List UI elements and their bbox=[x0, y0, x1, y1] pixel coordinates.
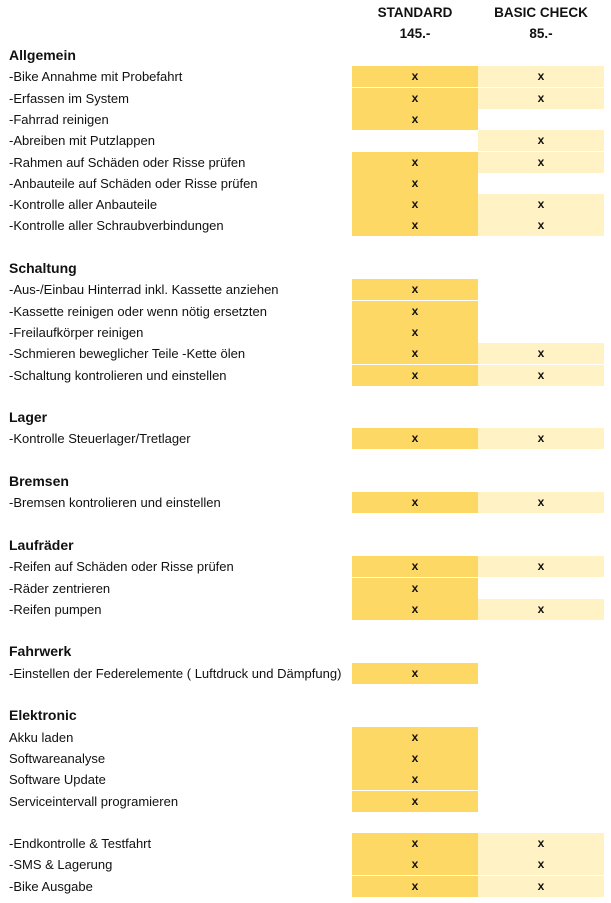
basic-check-cell: x bbox=[478, 876, 604, 897]
section-header bbox=[0, 641, 611, 662]
section-header bbox=[0, 471, 611, 492]
service-label: -Kontrolle aller Schraubverbindungen bbox=[9, 218, 224, 234]
basic-check-cell: x bbox=[478, 365, 604, 386]
section-header bbox=[0, 535, 611, 556]
service-label: -Schmieren beweglicher Teile -Kette ölen bbox=[9, 346, 246, 362]
standard-check-cell: x bbox=[352, 833, 478, 854]
service-label: -Reifen auf Schäden oder Risse prüfen bbox=[9, 559, 234, 575]
service-label: -Rahmen auf Schäden oder Risse prüfen bbox=[9, 154, 246, 170]
service-label: -Freilaufkörper reinigen bbox=[9, 324, 144, 340]
table-row bbox=[0, 833, 611, 854]
table-row bbox=[0, 556, 611, 577]
standard-check-cell: x bbox=[352, 492, 478, 513]
service-label: Software Update bbox=[9, 772, 106, 788]
basic-check-cell: x bbox=[478, 130, 604, 151]
service-label: Softwareanalyse bbox=[9, 750, 106, 766]
plan-basic-name: BASIC CHECK bbox=[494, 5, 588, 20]
table-row bbox=[0, 215, 611, 236]
standard-check-cell: x bbox=[352, 854, 478, 875]
section-title: Elektronic bbox=[9, 707, 77, 724]
service-label: -Anbauteile auf Schäden oder Risse prüfen bbox=[9, 175, 258, 191]
table-row bbox=[0, 279, 611, 300]
service-label: -Erfassen im System bbox=[9, 90, 129, 106]
table-row bbox=[0, 194, 611, 215]
table-row bbox=[0, 791, 611, 812]
standard-check-cell: x bbox=[352, 769, 478, 790]
table-row bbox=[0, 109, 611, 130]
standard-check-cell: x bbox=[352, 88, 478, 109]
table-row bbox=[0, 578, 611, 599]
section-title: Laufräder bbox=[9, 536, 74, 553]
basic-check-cell: x bbox=[478, 215, 604, 236]
standard-check-cell: x bbox=[352, 727, 478, 748]
service-label: -Bremsen kontrolieren und einstellen bbox=[9, 495, 221, 511]
basic-check-cell: x bbox=[478, 152, 604, 173]
table-row bbox=[0, 492, 611, 513]
standard-check-cell: x bbox=[352, 279, 478, 300]
section-title: Lager bbox=[9, 409, 48, 426]
standard-check-cell: x bbox=[352, 791, 478, 812]
table-row bbox=[0, 727, 611, 748]
plan-basic-price: 85.- bbox=[529, 26, 553, 41]
table-row bbox=[0, 322, 611, 343]
section-title: Allgemein bbox=[9, 47, 76, 63]
table-row bbox=[0, 173, 611, 194]
service-label: -SMS & Lagerung bbox=[9, 857, 113, 873]
standard-check-cell: x bbox=[352, 322, 478, 343]
service-label: -Reifen pumpen bbox=[9, 601, 102, 617]
section-header bbox=[0, 258, 611, 279]
service-label: -Einstellen der Federelemente ( Luftdruck und Dämpfung) bbox=[9, 665, 342, 681]
service-label: -Schaltung kontrolieren und einstellen bbox=[9, 367, 227, 383]
section-header bbox=[0, 407, 611, 428]
service-label: -Kassette reinigen oder wenn nötig ersetzten bbox=[9, 303, 267, 319]
table-row bbox=[0, 130, 611, 151]
basic-check-cell: x bbox=[478, 854, 604, 875]
basic-check-cell: x bbox=[478, 66, 604, 87]
service-label: Serviceintervall programieren bbox=[9, 793, 179, 809]
standard-check-cell: x bbox=[352, 556, 478, 577]
standard-check-cell: x bbox=[352, 599, 478, 620]
service-label: -Bike Ausgabe bbox=[9, 878, 93, 894]
table-row bbox=[0, 301, 611, 322]
basic-check-cell: x bbox=[478, 428, 604, 449]
basic-check-cell: x bbox=[478, 88, 604, 109]
table-row bbox=[0, 769, 611, 790]
table-row bbox=[0, 365, 611, 386]
service-label: -Fahrrad reinigen bbox=[9, 111, 109, 127]
section-header bbox=[0, 705, 611, 726]
service-label: -Bike Annahme mit Probefahrt bbox=[9, 69, 183, 85]
section-header bbox=[0, 45, 611, 66]
service-label: Akku laden bbox=[9, 729, 74, 745]
table-row bbox=[0, 343, 611, 364]
service-label: -Kontrolle aller Anbauteile bbox=[9, 197, 158, 213]
section-title: Schaltung bbox=[9, 260, 77, 276]
service-label: -Räder zentrieren bbox=[9, 580, 111, 596]
basic-check-cell: x bbox=[478, 343, 604, 364]
standard-check-cell: x bbox=[352, 578, 478, 599]
table-row bbox=[0, 854, 611, 875]
table-row bbox=[0, 599, 611, 620]
standard-check-cell: x bbox=[352, 173, 478, 194]
plan-standard-price: 145.- bbox=[399, 26, 431, 41]
basic-check-cell: x bbox=[478, 194, 604, 215]
standard-check-cell: x bbox=[352, 66, 478, 87]
table-row bbox=[0, 66, 611, 87]
basic-check-cell: x bbox=[478, 833, 604, 854]
service-label: -Aus-/Einbau Hinterrad inkl. Kassette anziehen bbox=[9, 282, 279, 298]
table-row bbox=[0, 152, 611, 173]
standard-check-cell: x bbox=[352, 876, 478, 897]
standard-check-cell: x bbox=[352, 301, 478, 322]
table-row bbox=[0, 88, 611, 109]
standard-check-cell: x bbox=[352, 663, 478, 684]
table-row bbox=[0, 876, 611, 897]
basic-check-cell: x bbox=[478, 556, 604, 577]
standard-check-cell: x bbox=[352, 748, 478, 769]
table-row bbox=[0, 748, 611, 769]
section-title: Bremsen bbox=[9, 473, 69, 489]
basic-check-cell: x bbox=[478, 492, 604, 513]
service-label: -Endkontrolle & Testfahrt bbox=[9, 836, 152, 852]
basic-check-cell: x bbox=[478, 599, 604, 620]
standard-check-cell: x bbox=[352, 152, 478, 173]
plan-standard-name: STANDARD bbox=[377, 5, 453, 20]
standard-check-cell: x bbox=[352, 215, 478, 236]
service-label: -Kontrolle Steuerlager/Tretlager bbox=[9, 431, 191, 447]
standard-check-cell: x bbox=[352, 428, 478, 449]
standard-check-cell: x bbox=[352, 194, 478, 215]
standard-check-cell: x bbox=[352, 365, 478, 386]
table-row bbox=[0, 663, 611, 684]
standard-check-cell: x bbox=[352, 343, 478, 364]
table-row bbox=[0, 428, 611, 449]
service-label: -Abreiben mit Putzlappen bbox=[9, 133, 155, 149]
section-title: Fahrwerk bbox=[9, 643, 72, 660]
standard-check-cell: x bbox=[352, 109, 478, 130]
